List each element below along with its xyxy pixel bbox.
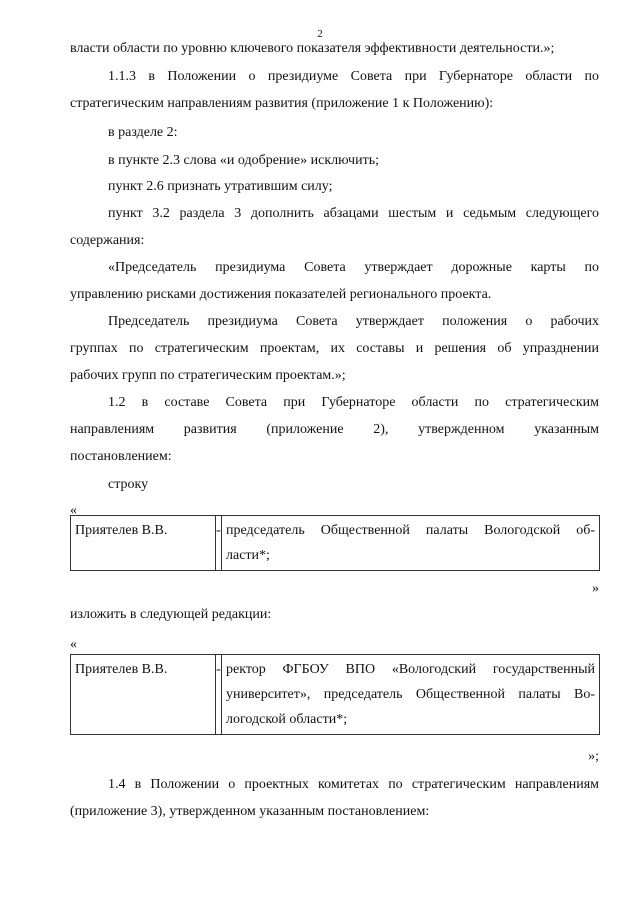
description-line: ласти*;: [226, 548, 270, 563]
new-wording-line: изложить в следующей редакции:: [70, 607, 272, 622]
close-quote: »;: [588, 749, 599, 764]
member-name-cell: Приятелев В.В.: [71, 516, 216, 571]
section-2-line: в разделе 2:: [108, 125, 178, 140]
row-label-line: строку: [108, 477, 149, 492]
old-member-table: [70, 515, 600, 571]
quote-paragraph-1-line-1: «Председатель президиума Совета утверждает дорожные карты по: [108, 260, 599, 275]
description-line: университет», председатель Общественной палаты Во-: [226, 687, 595, 702]
member-description-cell: [222, 516, 600, 571]
paragraph-line: власти области по уровню ключевого показателя эффективности деятельности.»;: [70, 41, 555, 56]
member-description-cell: [222, 655, 600, 735]
page-number: 2: [317, 28, 323, 40]
clause-1-1-3-line-2: стратегическим направлениям развития (приложение 1 к Положению):: [70, 96, 494, 111]
quote-paragraph-1-line-2: управлению рисками достижения показателей регионального проекта.: [70, 287, 492, 302]
dash-cell: -: [216, 516, 222, 571]
new-member-table: [70, 654, 600, 735]
member-name-cell: Приятелев В.В.: [71, 655, 216, 735]
item-3-2-line-2: содержания:: [70, 233, 145, 248]
open-quote: «: [70, 503, 77, 518]
dash-cell: -: [216, 655, 222, 735]
description-line: председатель Общественной палаты Вологодской об-: [226, 523, 595, 538]
table-row: [71, 655, 600, 735]
description-line: ректор ФГБОУ ВПО «Вологодский государственный: [226, 662, 595, 677]
description-line: логодской области*;: [226, 712, 348, 727]
clause-1-4-line-1: 1.4 в Положении о проектных комитетах по стратегическим направлениям: [108, 777, 599, 792]
close-quote: »: [592, 581, 599, 596]
quote-paragraph-2-line-3: рабочих групп по стратегическим проектам.»;: [70, 368, 346, 383]
table-row: [71, 516, 600, 571]
item-2-3-line: в пункте 2.3 слова «и одобрение» исключить;: [108, 153, 379, 168]
clause-1-2-line-2: направлениям развития (приложение 2), утвержденном указанным: [70, 422, 599, 437]
open-quote: «: [70, 637, 77, 652]
item-2-6-line: пункт 2.6 признать утратившим силу;: [108, 179, 333, 194]
item-3-2-line-1: пункт 3.2 раздела 3 дополнить абзацами шестым и седьмым следующего: [108, 206, 599, 221]
clause-1-2-line-1: 1.2 в составе Совета при Губернаторе области по стратегическим: [108, 395, 599, 410]
clause-1-4-line-2: (приложение 3), утвержденном указанным постановлением:: [70, 804, 430, 819]
quote-paragraph-2-line-2: группах по стратегическим проектам, их составы и решения об упразднении: [70, 341, 599, 356]
quote-paragraph-2-line-1: Председатель президиума Совета утверждает положения о рабочих: [108, 314, 599, 329]
clause-1-1-3-line-1: 1.1.3 в Положении о президиуме Совета при Губернаторе области по: [108, 69, 599, 84]
clause-1-2-line-3: постановлением:: [70, 449, 172, 464]
